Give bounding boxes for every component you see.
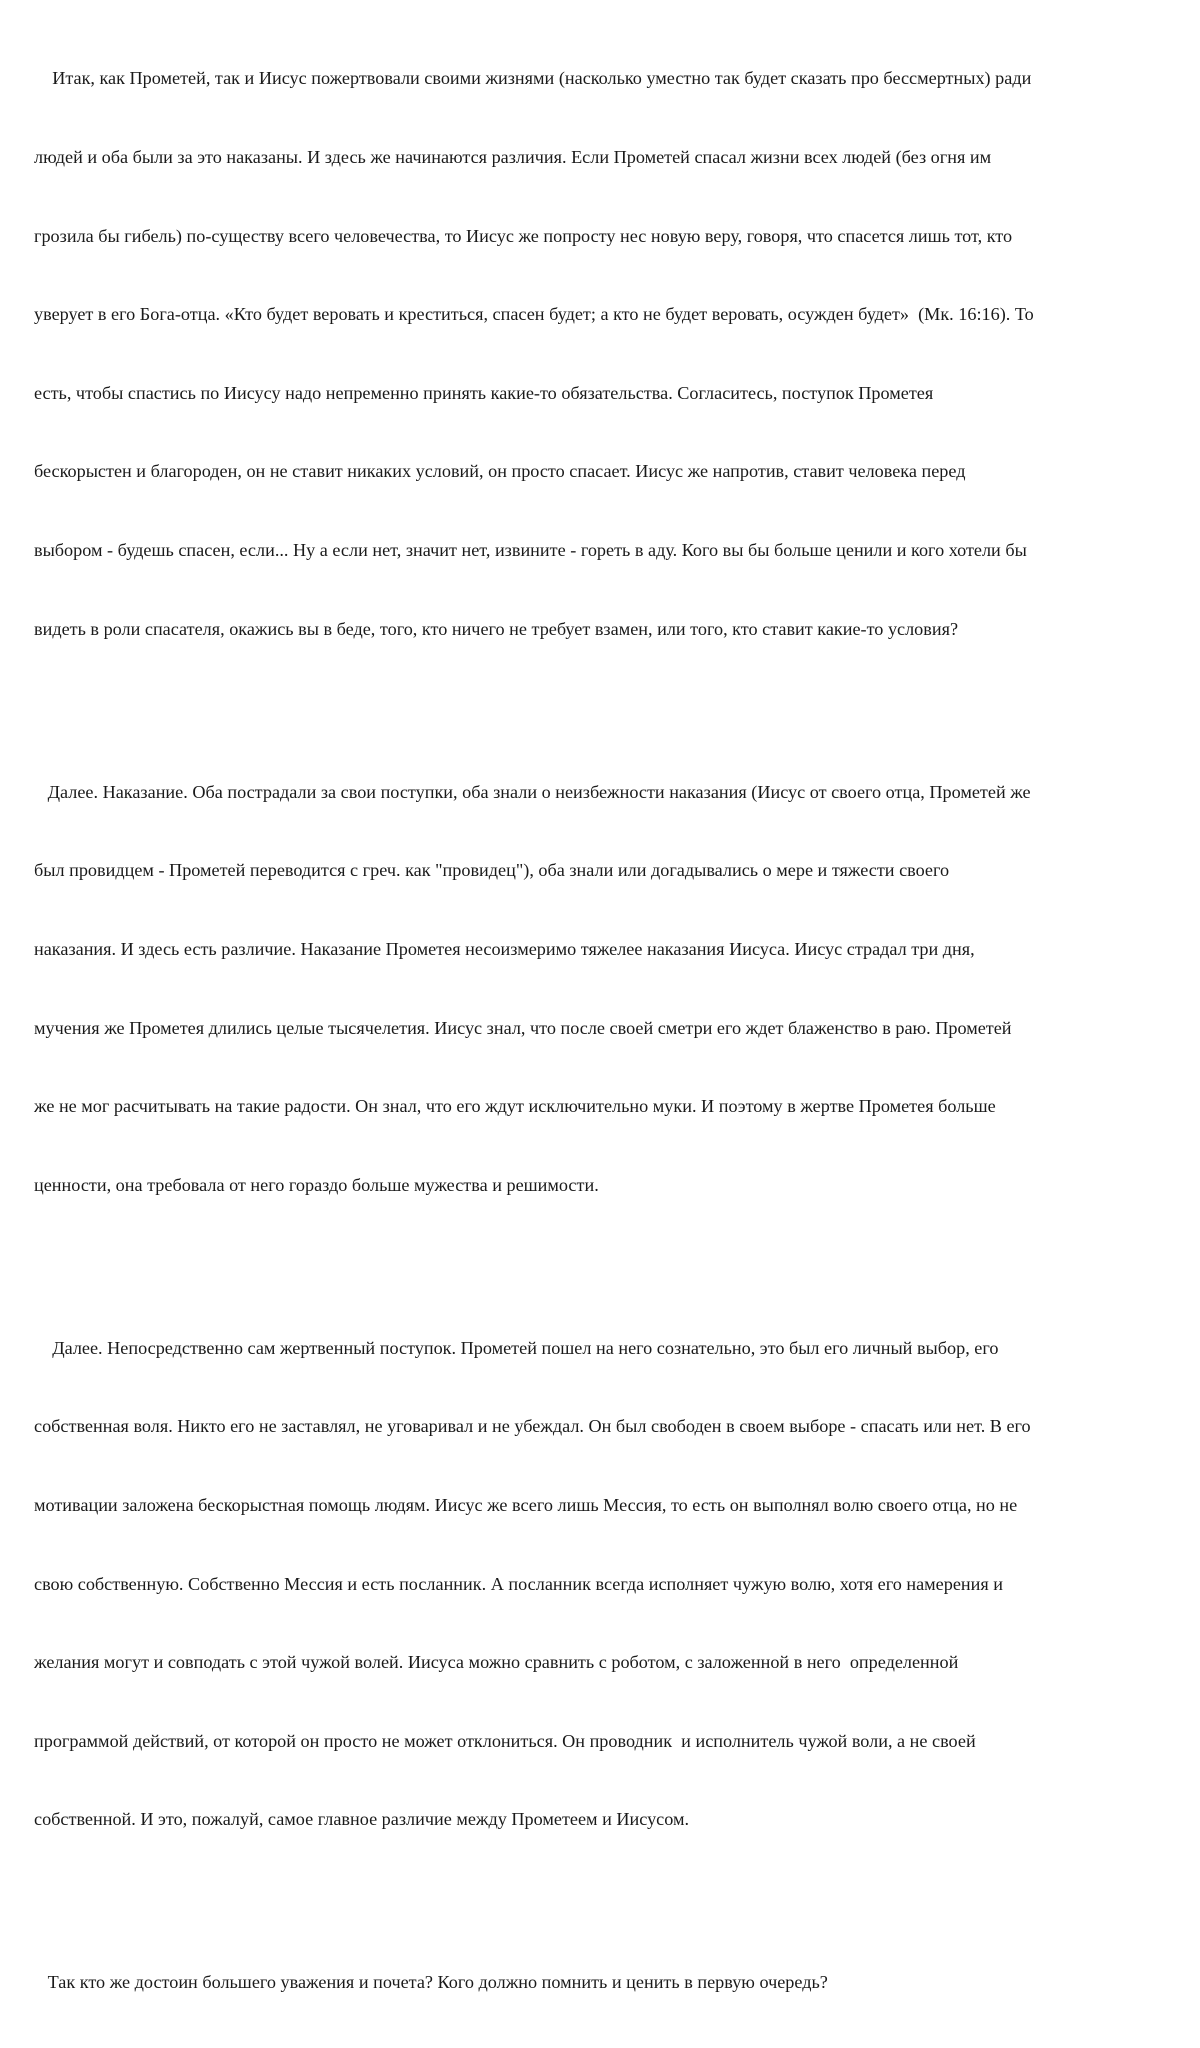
text-line: грозила бы гибель) по-существу всего человечества, то Иисус же попросту нес новую веру, говоря, что спасется лишь тот, кто [34, 225, 1013, 246]
text-line: желания могут и совподать с этой чужой волей. Иисуса можно сравнить с роботом, с заложенной в него определенной [34, 1652, 959, 1673]
text-line: собственная воля. Никто его не заставлял, не уговаривал и не убеждал. Он был свободен в своем выборе - спасать или нет. В его [34, 1416, 1031, 1437]
text-line: мучения же Прометея длились целые тысячелетия. Иисус знал, что после своей сметри его ждет блаженство в раю. Прометей [34, 1017, 1012, 1038]
text-line: мотивации заложена бескорыстная помощь людям. Иисус же всего лишь Мессия, то есть он выполнял волю своего отца, но не [34, 1494, 1018, 1515]
text-line: был провидцем - Прометей переводится с греч. как "провидец"), оба знали или догадывались о мере и тяжести своего [34, 860, 950, 881]
text-line: наказания. И здесь есть различие. Наказание Прометея несоизмеримо тяжелее наказания Иисуса. Иисус страдал три дня, [34, 938, 975, 959]
text-line: собственной. И это, пожалуй, самое главное различие между Прометеем и Иисусом. [34, 1809, 690, 1830]
text-line: есть, чтобы спастись по Иисусу надо непременно принять какие-то обязательства. Согласитесь, поступок Прометея [34, 382, 934, 403]
text-line: уверует в его Бога-отца. «Кто будет веровать и креститься, спасен будет; а кто не будет веровать, осужден будет» (Мк. 16:16). То [34, 304, 1034, 325]
text-line: же не мог расчитывать на такие радости. Он знал, что его ждут исключительно муки. И поэтому в жертве Прометея больше [34, 1096, 996, 1117]
text-line: программой действий, от которой он просто не может отклониться. Он проводник и исполнитель чужой воли, а не своей [34, 1730, 976, 1751]
text-line: Далее. Наказание. Оба пострадали за свои поступки, оба знали о неизбежности наказания (Иисус от своего отца, Прометей же [34, 781, 1031, 802]
text-line: бескорыстен и благороден, он не ставит никаких условий, он просто спасает. Иисус же напротив, ставит человека перед [34, 461, 966, 482]
text-line: Итак, как Прометей, так и Иисус пожертвовали своими жизнями (насколько уместно так будет сказать про бессмертных) ради [34, 68, 1032, 89]
text-line: свою собственную. Собственно Мессия и есть посланник. А посланник всегда исполняет чужую волю, хотя его намерения и [34, 1573, 1004, 1594]
text-line: видеть в роли спасателя, окажись вы в беде, того, кто ничего не требует взамен, или того, кто ставит какие-то условия? [34, 618, 959, 639]
paragraph-3 [34, 1282, 1184, 1885]
paragraph-4 [34, 1917, 1184, 2048]
text-line: Далее. Непосредственно сам жертвенный поступок. Прометей пошел на него сознательно, это был его личный выбор, его [34, 1337, 999, 1358]
text-line: Так кто же достоин большего уважения и почета? Кого должно помнить и ценить в первую очередь? [34, 1972, 828, 1993]
text-line: ценности, она требовала от него гораздо больше мужества и решимости. [34, 1174, 599, 1195]
text-line: людей и оба были за это наказаны. И здесь же начинаются различия. Если Прометей спасал жизни всех людей (без огня им [34, 147, 992, 168]
text-line: выбором - будешь спасен, если... Ну а если нет, значит нет, извините - гореть в аду. Кого вы бы больше ценили и кого хотели бы [34, 540, 1027, 561]
paragraph-1 [34, 13, 1184, 694]
paragraph-2 [34, 726, 1184, 1250]
document-body [34, 13, 1184, 2048]
